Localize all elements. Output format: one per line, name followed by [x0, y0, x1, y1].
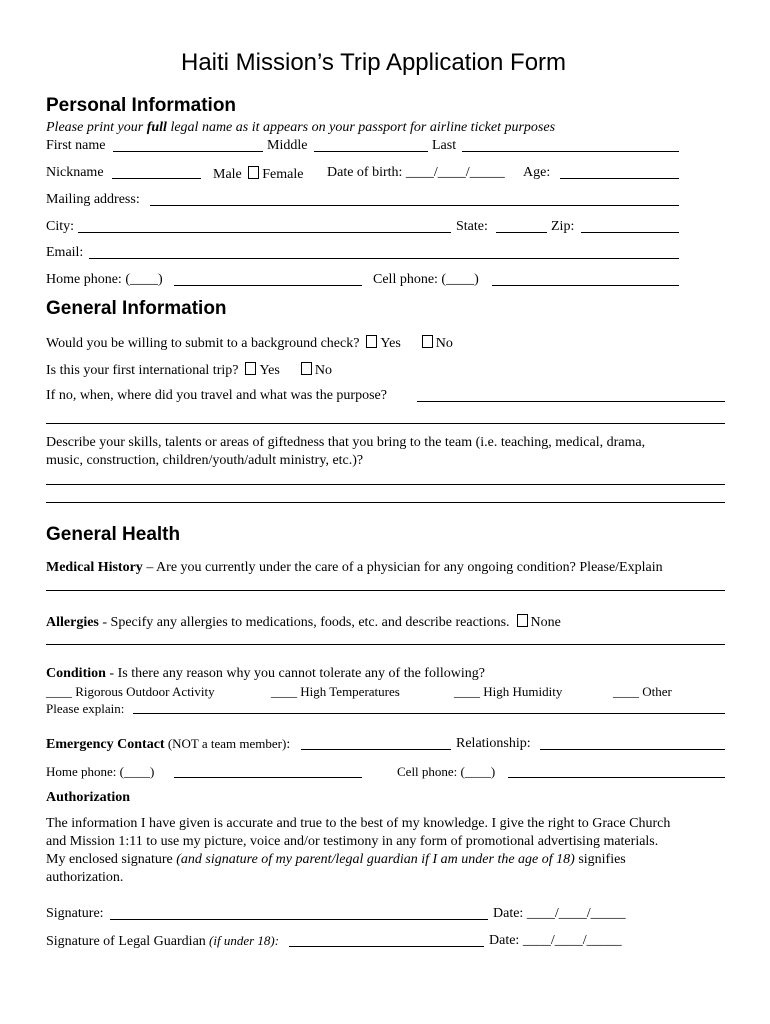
- guardian-signature-field[interactable]: [289, 946, 484, 947]
- passport-note: Please print your full legal name as it appears on your passport for airline ticket purposes: [46, 120, 556, 135]
- first-name-label: First name: [46, 138, 106, 153]
- relationship-field[interactable]: [540, 749, 725, 750]
- allergies-none-checkbox[interactable]: [517, 614, 528, 627]
- condition-humidity[interactable]: ____ High Humidity: [454, 684, 563, 699]
- nickname-label: Nickname: [46, 165, 104, 180]
- bg-yes-checkbox[interactable]: [366, 335, 377, 348]
- personal-heading: Personal Information: [46, 95, 237, 116]
- emergency-cell-phone-field[interactable]: [508, 777, 725, 778]
- authorization-heading: Authorization: [46, 790, 130, 805]
- skills-field-2[interactable]: [46, 502, 725, 503]
- explain-field[interactable]: [133, 713, 725, 714]
- home-phone-field[interactable]: [174, 285, 362, 286]
- cell-phone-field[interactable]: [492, 285, 679, 286]
- zip-field[interactable]: [581, 232, 679, 233]
- page-title: Haiti Mission’s Trip Application Form: [181, 49, 567, 76]
- travel-field[interactable]: [417, 401, 725, 402]
- mailing-field[interactable]: [150, 205, 679, 206]
- skills-question-line2: music, construction, children/youth/adult ministry, etc.)?: [46, 453, 364, 468]
- zip-label: Zip:: [551, 219, 575, 234]
- age-field[interactable]: [560, 178, 679, 179]
- health-heading: General Health: [46, 524, 181, 545]
- dob-field[interactable]: Date of birth: ____/____/_____: [327, 165, 505, 180]
- age-label: Age:: [523, 165, 551, 180]
- nickname-field[interactable]: [112, 178, 201, 179]
- guardian-date-field[interactable]: Date: ____/____/_____: [489, 933, 622, 948]
- auth-text-1: The information I have given is accurate and true to the best of my knowledge. I give the right to Grace Church: [46, 816, 671, 831]
- medical-history-question: Medical History – Are you currently under the care of a physician for any ongoing condition? Please/Explain: [46, 560, 663, 575]
- gender-options: Male Female: [213, 167, 304, 182]
- condition-question: Condition - Is there any reason why you cannot tolerate any of the following?: [46, 666, 485, 681]
- first-name-field[interactable]: [113, 151, 263, 152]
- explain-label: Please explain:: [46, 701, 125, 716]
- home-phone-label: Home phone: (____): [46, 272, 163, 287]
- medical-history-field[interactable]: [46, 590, 725, 591]
- email-field[interactable]: [89, 258, 679, 259]
- relationship-label: Relationship:: [456, 736, 531, 751]
- email-label: Email:: [46, 245, 84, 260]
- condition-temperatures[interactable]: ____ High Temperatures: [271, 684, 400, 699]
- emergency-contact-label: Emergency Contact (NOT a team member):: [46, 736, 291, 752]
- condition-outdoor[interactable]: ____ Rigorous Outdoor Activity: [46, 684, 215, 699]
- auth-text-4: authorization.: [46, 870, 124, 885]
- signature-label: Signature:: [46, 906, 104, 921]
- intl-trip-question: Is this your first international trip? Yes No: [46, 363, 332, 378]
- signature-field[interactable]: [110, 919, 488, 920]
- auth-text-2: and Mission 1:11 to use my picture, voice and/or testimony in any form of promotional advertising materials.: [46, 834, 659, 849]
- allergies-question: Allergies - Specify any allergies to medications, foods, etc. and describe reactions. None: [46, 615, 561, 630]
- female-checkbox[interactable]: [248, 166, 259, 179]
- bg-no-checkbox[interactable]: [422, 335, 433, 348]
- auth-text-3: My enclosed signature (and signature of my parent/legal guardian if I am under the age of 18) signifies: [46, 852, 626, 867]
- skills-field-1[interactable]: [46, 484, 725, 485]
- signature-date-field[interactable]: Date: ____/____/_____: [493, 906, 626, 921]
- state-field[interactable]: [496, 232, 547, 233]
- background-check-question: Would you be willing to submit to a background check? Yes No: [46, 336, 453, 351]
- travel-question: If no, when, where did you travel and what was the purpose?: [46, 388, 387, 403]
- emergency-home-phone-field[interactable]: [174, 777, 362, 778]
- last-name-label: Last: [432, 138, 457, 153]
- emergency-cell-phone-label: Cell phone: (____): [397, 764, 496, 779]
- city-label: City:: [46, 219, 75, 234]
- state-label: State:: [456, 219, 488, 234]
- guardian-signature-label: Signature of Legal Guardian (if under 18):: [46, 933, 280, 949]
- last-name-field[interactable]: [462, 151, 679, 152]
- general-heading: General Information: [46, 298, 227, 319]
- skills-question-line1: Describe your skills, talents or areas of giftedness that you bring to the team (i.e. teaching, medical, drama,: [46, 435, 646, 450]
- travel-field-2[interactable]: [46, 423, 725, 424]
- emergency-home-phone-label: Home phone: (____): [46, 764, 155, 779]
- allergies-field[interactable]: [46, 644, 725, 645]
- emergency-contact-field[interactable]: [301, 749, 451, 750]
- condition-other[interactable]: ____ Other: [613, 684, 672, 699]
- mailing-label: Mailing address:: [46, 192, 140, 207]
- intl-no-checkbox[interactable]: [301, 362, 312, 375]
- cell-phone-label: Cell phone: (____): [373, 272, 479, 287]
- city-field[interactable]: [78, 232, 451, 233]
- middle-name-label: Middle: [267, 138, 308, 153]
- middle-name-field[interactable]: [314, 151, 428, 152]
- intl-yes-checkbox[interactable]: [245, 362, 256, 375]
